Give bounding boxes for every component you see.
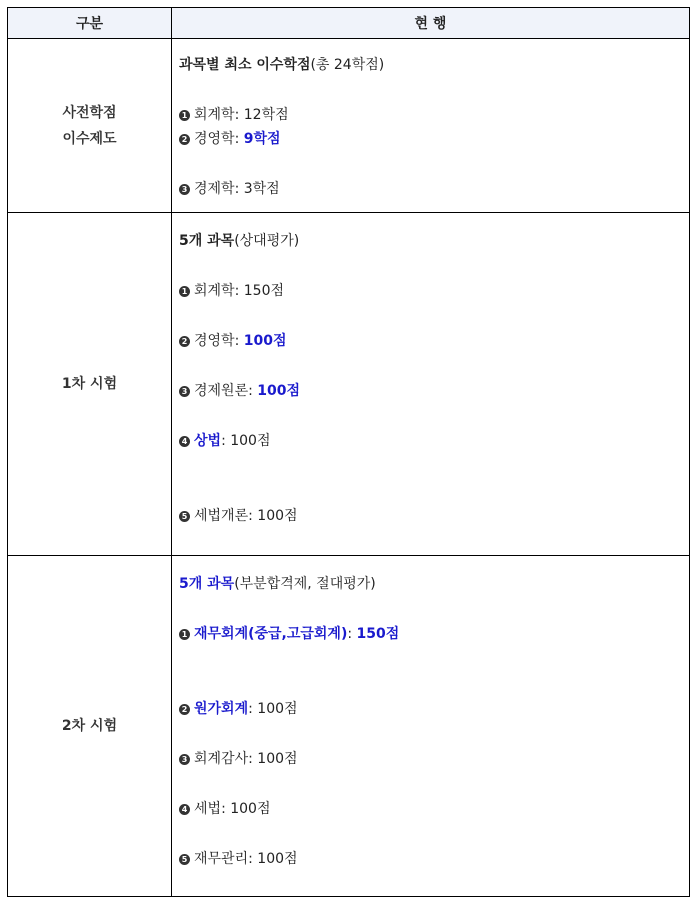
circled-number-3-icon: 3 <box>179 754 190 765</box>
circled-number-2-icon: 2 <box>179 336 190 347</box>
circled-number-1-icon: 1 <box>179 629 190 640</box>
table-row-prerequisite <box>8 39 690 213</box>
comparison-table <box>7 7 690 897</box>
heading-bold: 5개 과목 <box>179 233 235 249</box>
category-cell <box>8 213 172 556</box>
heading-note: (총 24학점) <box>310 57 385 73</box>
content-cell <box>172 556 690 897</box>
heading-bold: 5개 과목 <box>179 576 235 592</box>
item-value: 150점 <box>243 283 284 299</box>
table-row-first-exam <box>8 213 690 556</box>
item-separator: : <box>248 508 258 524</box>
circled-number-5-icon: 5 <box>179 854 190 865</box>
item-value: 100점 <box>243 333 287 349</box>
circled-number-3-icon: 3 <box>179 184 190 195</box>
item-name: 원가회계 <box>194 701 249 717</box>
circled-number-3-icon: 3 <box>179 386 190 397</box>
item-separator: : <box>234 333 244 349</box>
item-value: 100점 <box>230 433 271 449</box>
section-heading <box>179 232 299 250</box>
circled-number-1-icon: 1 <box>179 110 190 121</box>
item-name: 경영학 <box>194 131 235 147</box>
item-value: 3학점 <box>243 181 280 197</box>
item-separator: : <box>221 801 231 817</box>
list-item <box>179 382 300 400</box>
item-name: 회계감사 <box>194 751 249 767</box>
item-value: 100점 <box>257 508 298 524</box>
item-name: 세법개론 <box>194 508 249 524</box>
category-line: 2차 시험 <box>61 718 118 734</box>
list-item <box>179 332 287 350</box>
item-separator: : <box>234 131 244 147</box>
content-cell <box>172 39 690 213</box>
list-item <box>179 180 280 198</box>
heading-bold: 과목별 최소 이수학점 <box>179 57 311 73</box>
item-name: 회계학 <box>194 107 235 123</box>
list-item <box>179 130 281 148</box>
header-category: 구분 <box>8 8 172 39</box>
item-value: 100점 <box>257 701 298 717</box>
list-item <box>179 282 284 300</box>
section-heading <box>179 56 384 74</box>
item-name: 상법 <box>194 433 222 449</box>
item-value: 100점 <box>257 383 301 399</box>
list-item <box>179 432 270 450</box>
circled-number-2-icon: 2 <box>179 134 190 145</box>
heading-note: (부분합격제, 절대평가) <box>234 576 376 592</box>
item-separator: : <box>248 701 258 717</box>
list-item <box>179 800 270 818</box>
item-name: 경영학 <box>194 333 235 349</box>
category-cell <box>8 39 172 213</box>
category-cell <box>8 556 172 897</box>
item-name: 재무관리 <box>194 851 249 867</box>
list-item <box>179 700 298 718</box>
list-item <box>179 750 298 768</box>
item-separator: : <box>347 626 357 642</box>
table-row-second-exam <box>8 556 690 897</box>
item-value: 150점 <box>356 626 400 642</box>
header-current: 현 행 <box>172 8 690 39</box>
item-value: 100점 <box>257 751 298 767</box>
item-separator: : <box>248 383 258 399</box>
section-heading <box>179 575 376 593</box>
circled-number-4-icon: 4 <box>179 804 190 815</box>
item-name: 경제원론 <box>194 383 249 399</box>
category-line: 이수제도 <box>62 130 117 147</box>
item-value: 100점 <box>230 801 271 817</box>
item-separator: : <box>248 851 258 867</box>
circled-number-4-icon: 4 <box>179 436 190 447</box>
item-name: 경제학 <box>194 181 235 197</box>
circled-number-2-icon: 2 <box>179 704 190 715</box>
item-separator: : <box>221 433 231 449</box>
list-item <box>179 625 399 643</box>
item-separator: : <box>248 751 258 767</box>
circled-number-5-icon: 5 <box>179 511 190 522</box>
circled-number-1-icon: 1 <box>179 286 190 297</box>
item-name: 재무회계(중급,고급회계) <box>194 626 348 642</box>
header-row <box>8 8 690 39</box>
list-item <box>179 850 298 868</box>
item-separator: : <box>234 181 244 197</box>
item-separator: : <box>234 283 244 299</box>
list-item <box>179 106 289 124</box>
item-value: 9학점 <box>243 131 281 147</box>
item-value: 100점 <box>257 851 298 867</box>
category-line: 사전학점 <box>62 104 117 121</box>
item-name: 세법 <box>194 801 222 817</box>
item-separator: : <box>234 107 244 123</box>
list-item <box>179 507 298 525</box>
item-name: 회계학 <box>194 283 235 299</box>
category-line: 1차 시험 <box>61 376 118 392</box>
content-cell <box>172 213 690 556</box>
item-value: 12학점 <box>243 107 289 123</box>
heading-note: (상대평가) <box>234 233 300 249</box>
